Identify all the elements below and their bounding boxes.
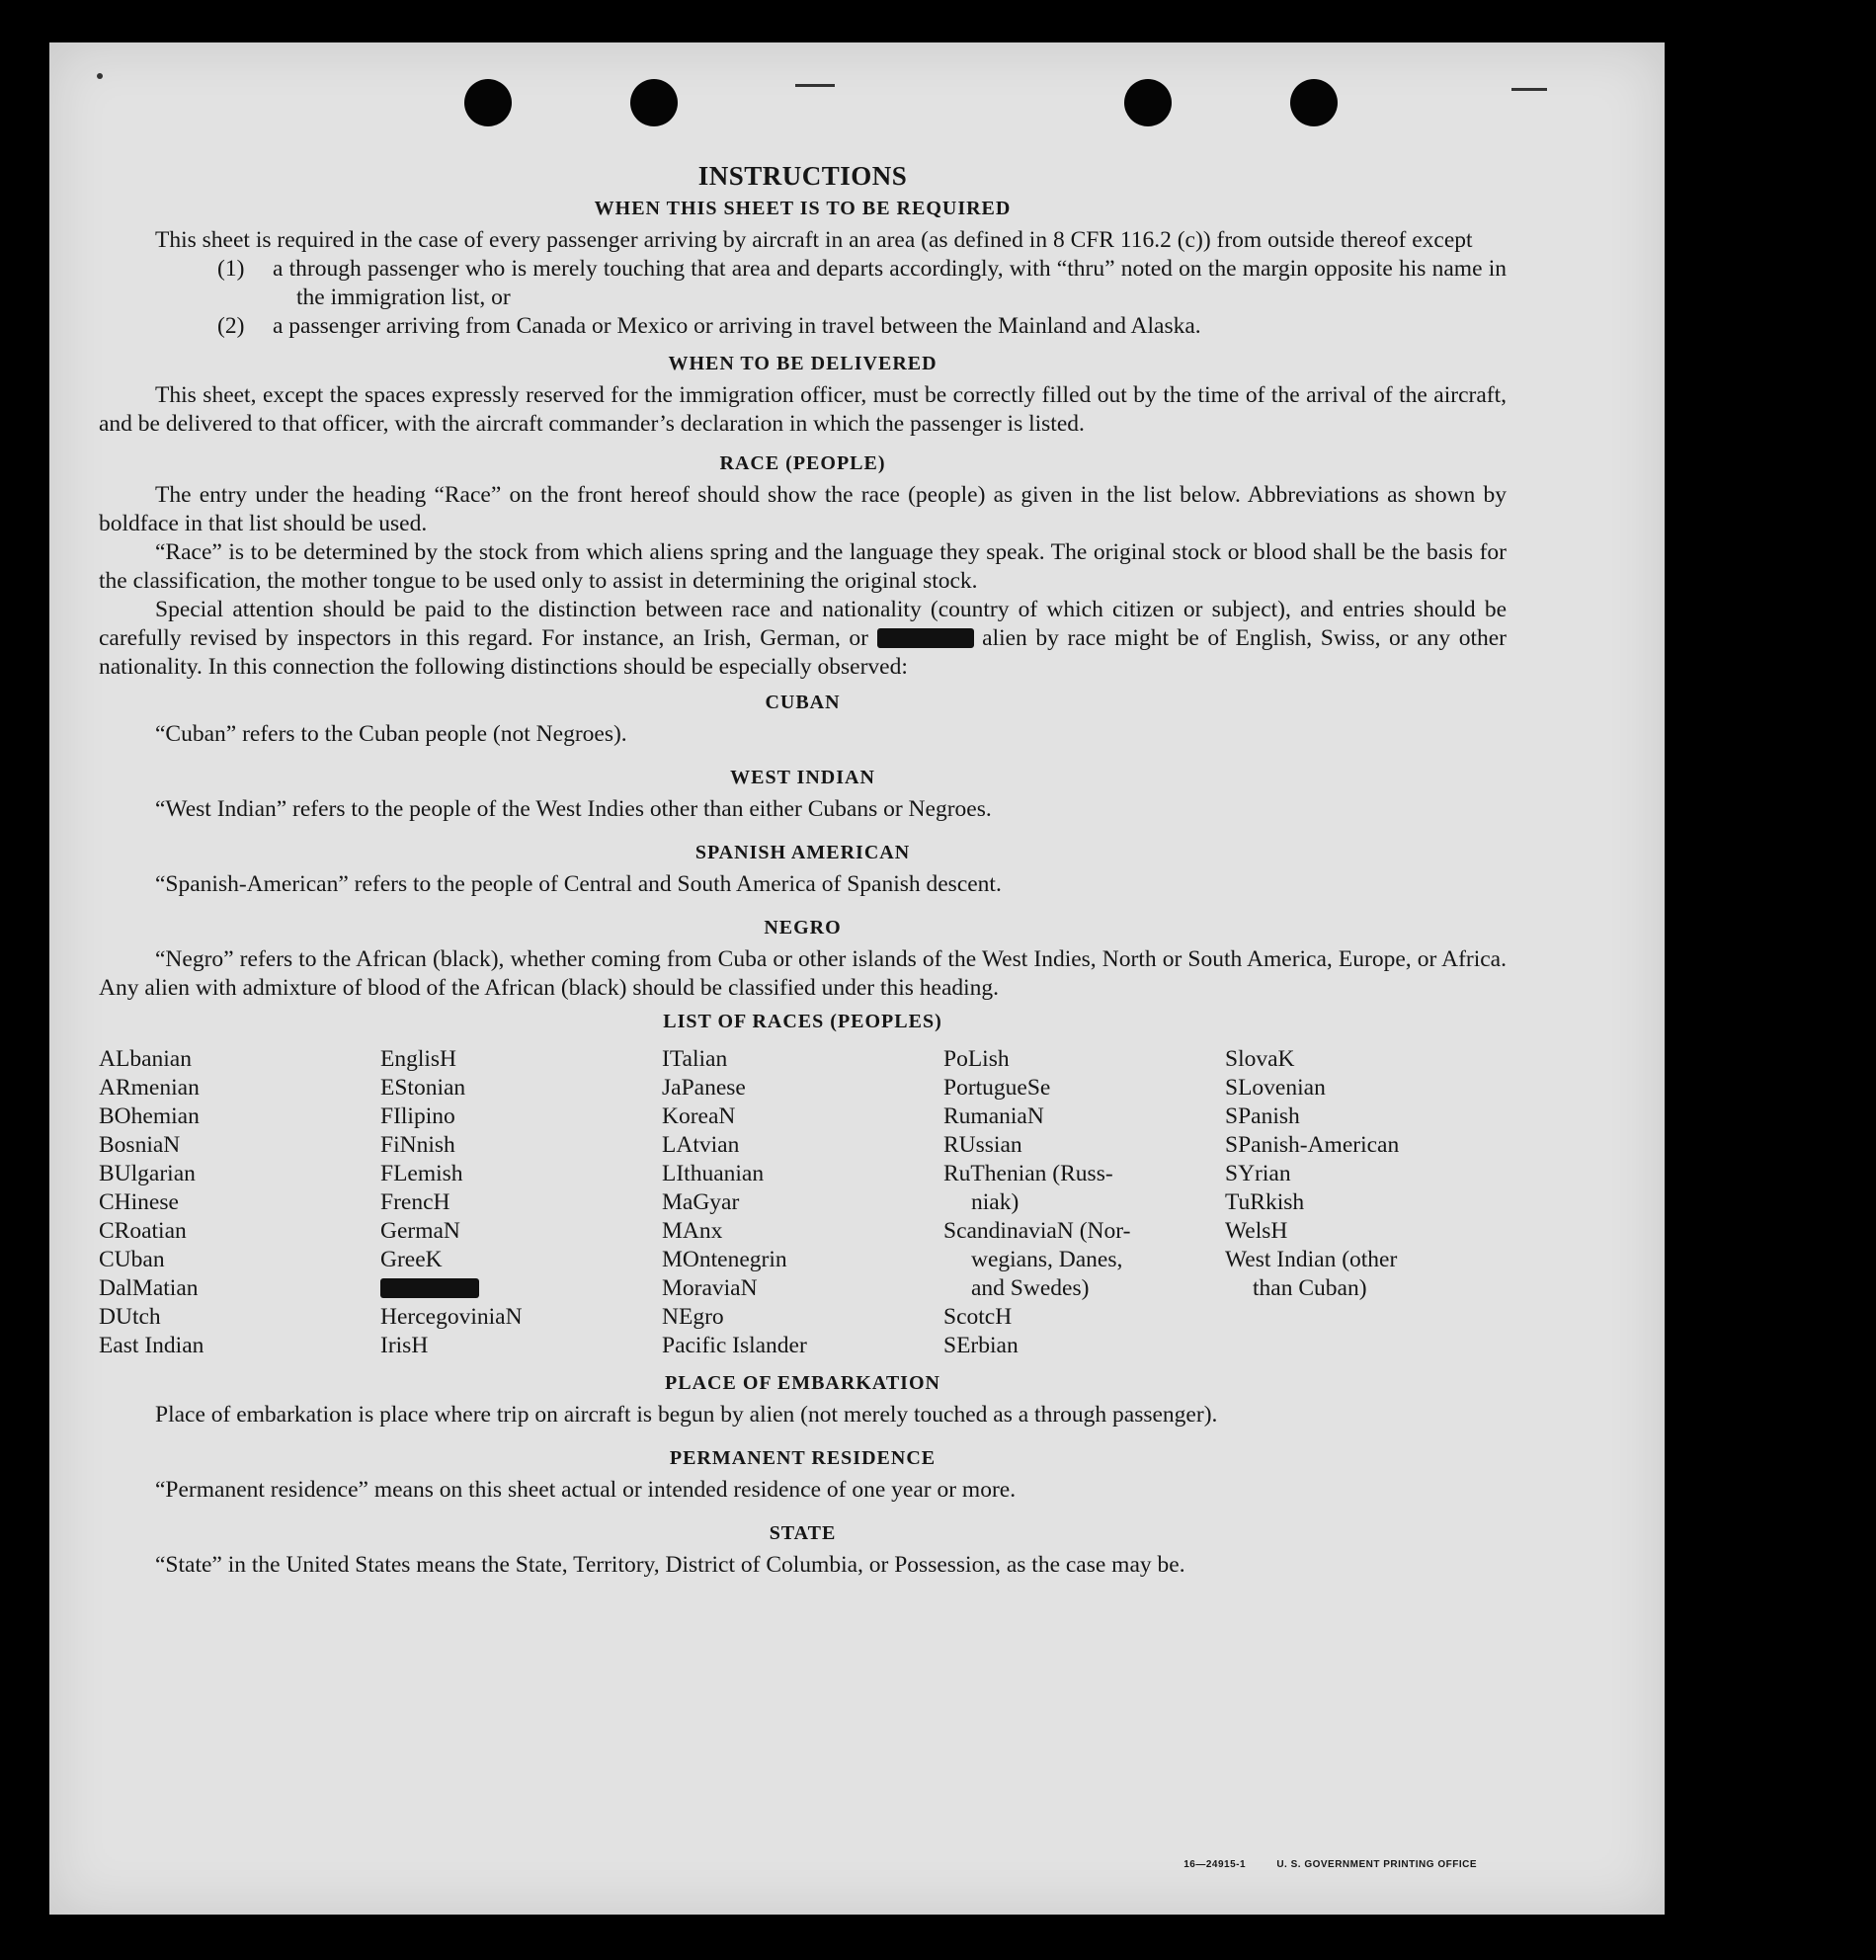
race-entry: CRoatian	[99, 1218, 187, 1244]
exception-item-2	[217, 312, 1507, 341]
race-entry: MAnx	[662, 1218, 723, 1244]
scan-speck	[1511, 88, 1547, 91]
race-entry: BosniaN	[99, 1132, 181, 1158]
race-entry: RumaniaN	[943, 1103, 1044, 1129]
state-text: “State” in the United States means the State, Territory, District of Columbia, or Possession, as the case may be.	[155, 1552, 1185, 1578]
race-entry: KoreaN	[662, 1103, 736, 1129]
race-entry: SErbian	[943, 1333, 1019, 1358]
punch-hole	[1290, 79, 1338, 126]
heading-west-indian: WEST INDIAN	[730, 767, 875, 788]
race-entry-continued: wegians, Danes,	[971, 1247, 1123, 1272]
document-page	[49, 42, 1665, 1915]
race-paragraph-3-part-a: Special attention should be paid to the distinction between race and nationality (country of which citizen or subject), and entries should be carefully revised by inspectors in this regard. For instance, an Irish, German, or	[99, 597, 1507, 651]
race-entry: GermaN	[380, 1218, 460, 1244]
races-column-5	[1225, 1045, 1507, 1360]
race-entry: RuThenian (Russ-	[943, 1161, 1113, 1186]
exception-text: a passenger arriving from Canada or Mexico or arriving in travel between the Mainland and Alaska.	[273, 313, 1201, 339]
embarkation-text: Place of embarkation is place where trip on aircraft is begun by alien (not merely touched as a through passenger).	[155, 1402, 1218, 1428]
heading-required: WHEN THIS SHEET IS TO BE REQUIRED	[594, 198, 1012, 219]
race-entry: LAtvian	[662, 1132, 740, 1158]
race-entry: ALbanian	[99, 1046, 192, 1072]
delivered-text: This sheet, except the spaces expressly reserved for the immigration officer, must be correctly filled out by the time of the arrival of the aircraft, and be delivered to that officer, with the aircraft commander’s declaration in which the passenger is listed.	[99, 382, 1507, 437]
cuban-text: “Cuban” refers to the Cuban people (not Negroes).	[155, 721, 627, 747]
races-column-1	[99, 1045, 380, 1360]
race-entry: FLemish	[380, 1161, 463, 1186]
race-entry: Pacific Islander	[662, 1333, 807, 1358]
race-entry: LIthuanian	[662, 1161, 765, 1186]
races-column-4	[943, 1045, 1225, 1360]
race-entry: ARmenian	[99, 1075, 200, 1101]
exception-number: (2)	[217, 313, 245, 339]
exception-item-1	[217, 255, 1507, 312]
negro-text: “Negro” refers to the African (black), whether coming from Cuba or other islands of the West Indies, North or South America, Europe, or Africa. Any alien with admixture of blood of the African (black) should be classified under this heading.	[99, 946, 1507, 1001]
race-entry: GreeK	[380, 1247, 443, 1272]
race-entry: SYrian	[1225, 1161, 1291, 1186]
race-entry: DalMatian	[99, 1275, 199, 1301]
race-paragraph-1: The entry under the heading “Race” on the front hereof should show the race (people) as given in the list below. Abbreviations as shown by boldface in that list should be used.	[99, 482, 1507, 536]
page-title: INSTRUCTIONS	[697, 161, 908, 191]
race-entry: EStonian	[380, 1075, 466, 1101]
race-entry: SlovaK	[1225, 1046, 1295, 1072]
race-entry: FiNnish	[380, 1132, 455, 1158]
race-paragraph-3-part-b: alien by race might be of English, Swiss, or any other nationality. In this connection the following distinctions should be especially observed:	[99, 625, 1507, 680]
form-number: 16—24915-1	[1183, 1859, 1247, 1870]
redaction-mark	[877, 628, 974, 648]
heading-negro: NEGRO	[764, 917, 842, 939]
race-entry: FrencH	[380, 1189, 450, 1215]
heading-residence: PERMANENT RESIDENCE	[669, 1447, 937, 1469]
race-entry: BOhemian	[99, 1103, 200, 1129]
races-column-2	[380, 1045, 662, 1360]
race-entry: East Indian	[99, 1333, 204, 1358]
residence-text: “Permanent residence” means on this sheet actual or intended residence of one year or more.	[155, 1477, 1017, 1503]
spanish-american-text: “Spanish-American” refers to the people of Central and South America of Spanish descent.	[155, 871, 1002, 897]
race-entry: BUlgarian	[99, 1161, 196, 1186]
race-entry: EnglisH	[380, 1046, 457, 1072]
race-entry: DUtch	[99, 1304, 161, 1330]
printer-name: U. S. GOVERNMENT PRINTING OFFICE	[1276, 1859, 1477, 1870]
heading-cuban: CUBAN	[765, 692, 841, 713]
exception-text: a through passenger who is merely touching that area and departs accordingly, with “thru” noted on the margin opposite his name in the immigration list, or	[273, 256, 1507, 310]
race-entry: West Indian (other	[1225, 1247, 1398, 1272]
exception-number: (1)	[217, 256, 245, 282]
race-entry: ITalian	[662, 1046, 728, 1072]
race-entry-continued: niak)	[971, 1189, 1020, 1215]
race-entry: JaPanese	[662, 1075, 746, 1101]
race-entry: TuRkish	[1225, 1189, 1305, 1215]
race-entry-continued: and Swedes)	[971, 1275, 1090, 1301]
race-entry: MoraviaN	[662, 1275, 758, 1301]
heading-race: RACE (PEOPLE)	[719, 452, 886, 474]
instructions-content	[99, 161, 1507, 1580]
punch-hole	[630, 79, 678, 126]
punch-hole	[1124, 79, 1172, 126]
race-entry: MaGyar	[662, 1189, 740, 1215]
race-paragraph-3	[99, 596, 1507, 682]
race-entry: ScotcH	[943, 1304, 1013, 1330]
race-entry-continued: than Cuban)	[1253, 1275, 1367, 1301]
required-intro: This sheet is required in the case of every passenger arriving by aircraft in an area (as defined in 8 CFR 116.2 (c)) from outside thereof except	[155, 227, 1473, 253]
race-entry: SPanish-American	[1225, 1132, 1400, 1158]
race-entry: FIlipino	[380, 1103, 455, 1129]
race-entry: RUssian	[943, 1132, 1022, 1158]
west-indian-text: “West Indian” refers to the people of the West Indies other than either Cubans or Negroes.	[155, 796, 992, 822]
race-entry: ScandinaviaN (Nor-	[943, 1218, 1131, 1244]
race-entry: HercegoviniaN	[380, 1304, 523, 1330]
heading-spanish-american: SPANISH AMERICAN	[694, 842, 911, 863]
races-list	[99, 1045, 1507, 1360]
races-column-3	[662, 1045, 943, 1360]
scan-speck	[795, 84, 835, 87]
race-entry: CHinese	[99, 1189, 179, 1215]
race-entry: MOntenegrin	[662, 1247, 787, 1272]
race-entry: NEgro	[662, 1304, 724, 1330]
punch-hole	[464, 79, 512, 126]
heading-delivered: WHEN TO BE DELIVERED	[668, 353, 938, 374]
race-entry: WelsH	[1225, 1218, 1288, 1244]
race-entry: CUban	[99, 1247, 165, 1272]
redaction-mark	[380, 1278, 479, 1298]
scan-speck	[97, 73, 103, 79]
race-entry: PoLish	[943, 1046, 1010, 1072]
heading-embarkation: PLACE OF EMBARKATION	[665, 1372, 940, 1394]
race-entry: SLovenian	[1225, 1075, 1326, 1101]
heading-races-list: LIST OF RACES (PEOPLES)	[663, 1011, 942, 1032]
race-entry: PortugueSe	[943, 1075, 1051, 1101]
race-entry: SPanish	[1225, 1103, 1300, 1129]
race-entry-redacted	[380, 1274, 662, 1303]
race-paragraph-2: “Race” is to be determined by the stock from which aliens spring and the language they speak. The original stock or blood shall be the basis for the classification, the mother tongue to be used only to assist in determining the original stock.	[99, 539, 1507, 594]
heading-state: STATE	[769, 1522, 837, 1544]
printer-imprint	[1156, 1859, 1477, 1870]
race-entry: IrisH	[380, 1333, 429, 1358]
